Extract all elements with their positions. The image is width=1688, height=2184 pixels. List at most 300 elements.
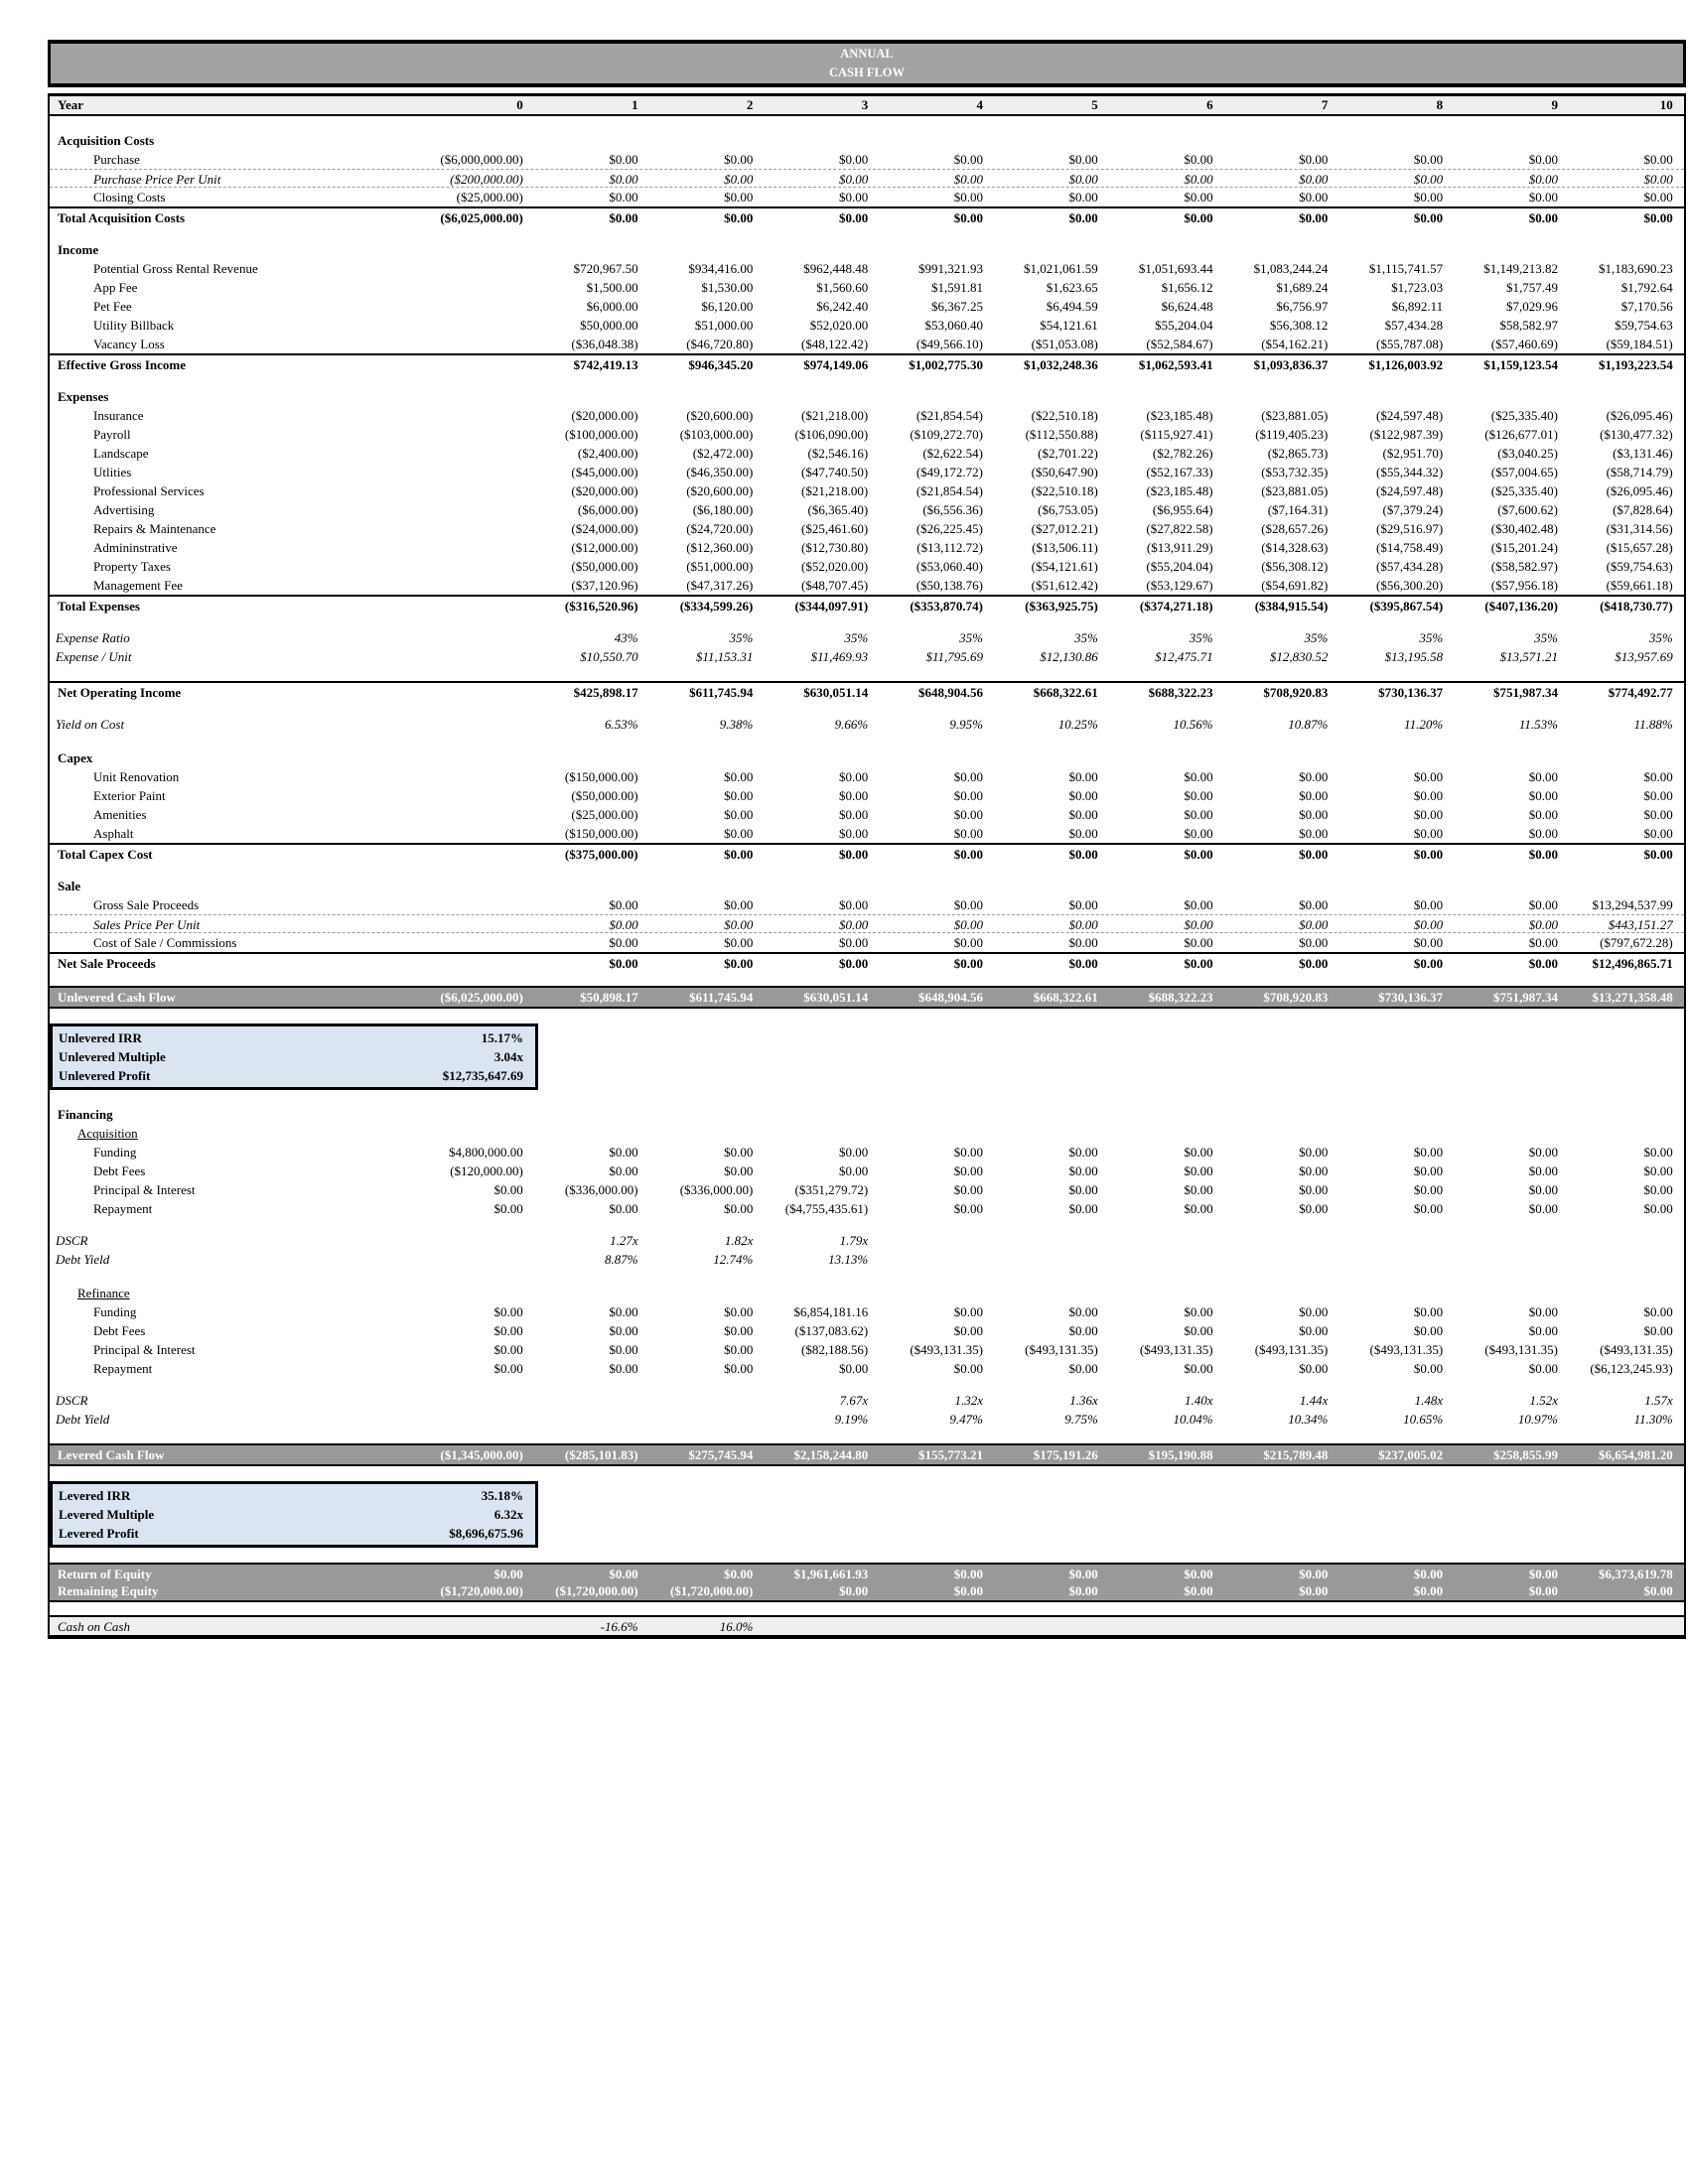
principal-interest-acquisition-y0: $0.00 <box>493 1182 523 1197</box>
amenities-y10: $0.00 <box>1643 807 1673 822</box>
pet-fee-y3: $6,242.40 <box>816 299 869 314</box>
debt-yield-refinance-y1 <box>530 1410 645 1429</box>
row-exterior-paint <box>50 786 1684 805</box>
total-capex-cost-y0 <box>415 845 530 862</box>
principal-interest-refinance-y4: ($493,131.35) <box>910 1342 983 1357</box>
insurance-y1: ($20,000.00) <box>571 408 638 423</box>
net-operating-income-y3: $630,051.14 <box>803 685 869 700</box>
funding-acquisition-y8: $0.00 <box>1413 1145 1444 1160</box>
utility-billback-y5: $54,121.61 <box>1040 318 1098 333</box>
utlities-y8: ($55,344.32) <box>1376 465 1444 479</box>
admininstrative-y4: ($13,112.72) <box>916 540 983 555</box>
net-sale-proceeds-y3: $0.00 <box>838 956 869 971</box>
debt-fees-acquisition-y1: $0.00 <box>609 1163 638 1178</box>
sales-price-per-unit-y10: $443,151.27 <box>1608 917 1673 932</box>
year-header-y6: 6 <box>1206 97 1213 112</box>
expense-ratio-y1: 43% <box>614 630 638 645</box>
row-unlevered-cash-flow <box>50 986 1684 1009</box>
debt-fees-refinance-y0: $0.00 <box>493 1323 523 1338</box>
year-header-y4: 4 <box>976 97 983 112</box>
potential-gross-rental-revenue-y5: $1,021,061.59 <box>1024 261 1098 276</box>
label-asphalt: Asphalt <box>93 826 134 841</box>
unlevered-summary <box>50 1024 538 1090</box>
landscape-y1: ($2,400.00) <box>577 446 638 461</box>
unit-renovation-y9: $0.00 <box>1528 769 1558 784</box>
management-fee-y3: ($48,707.45) <box>801 578 869 593</box>
repayment-refinance-y9: $0.00 <box>1528 1361 1558 1376</box>
debt-fees-refinance-y3: ($137,083.62) <box>794 1323 869 1338</box>
cost-of-sale-commissions-y9: $0.00 <box>1528 935 1558 950</box>
row-debt-fees-refinance <box>50 1321 1684 1340</box>
property-taxes-y3: ($52,020.00) <box>801 559 869 574</box>
debt-yield-refinance-y6: 10.04% <box>1173 1412 1213 1427</box>
closing-costs-y2: $0.00 <box>724 190 754 205</box>
repairs-maintenance-y3: ($25,461.60) <box>801 521 869 536</box>
total-acquisition-costs-y7: $0.00 <box>1299 210 1329 225</box>
utility-billback-y10: $59,754.63 <box>1615 318 1673 333</box>
row-funding-acquisition <box>50 1143 1684 1161</box>
purchase-y2: $0.00 <box>724 152 754 167</box>
admininstrative-y5: ($13,506.11) <box>1032 540 1098 555</box>
repayment-refinance-y1: $0.00 <box>609 1361 638 1376</box>
remaining-equity-y9: $0.00 <box>1528 1583 1558 1598</box>
closing-costs-y5: $0.00 <box>1068 190 1098 205</box>
yield-on-cost-y10: 11.88% <box>1633 717 1673 732</box>
debt-fees-refinance-y7: $0.00 <box>1299 1323 1329 1338</box>
return-of-equity-y9: $0.00 <box>1528 1567 1558 1581</box>
professional-services-y8: ($24,597.48) <box>1376 483 1444 498</box>
closing-costs-y0: ($25,000.00) <box>456 190 523 205</box>
levered-summary <box>50 1481 538 1548</box>
purchase-y4: $0.00 <box>953 152 983 167</box>
year-header-y3: 3 <box>861 97 869 112</box>
gross-sale-proceeds-y5: $0.00 <box>1068 897 1098 912</box>
expense-per-unit-y9: $13,571.21 <box>1499 649 1558 664</box>
purchase-price-per-unit-y4: $0.00 <box>953 172 983 187</box>
advertising-y0 <box>415 500 530 519</box>
utlities-y3: ($47,740.50) <box>801 465 869 479</box>
amenities-y9: $0.00 <box>1528 807 1558 822</box>
label-professional-services: Professional Services <box>93 483 205 498</box>
landscape-y8: ($2,951.70) <box>1382 446 1444 461</box>
debt-fees-acquisition-y10: $0.00 <box>1643 1163 1673 1178</box>
dscr-refinance-y9: 1.52x <box>1529 1393 1558 1408</box>
advertising-y10: ($7,828.64) <box>1613 502 1673 517</box>
purchase-price-per-unit-y0: ($200,000.00) <box>450 172 523 187</box>
funding-refinance-y7: $0.00 <box>1299 1304 1329 1319</box>
pet-fee-y1: $6,000.00 <box>586 299 638 314</box>
sales-price-per-unit-y6: $0.00 <box>1184 917 1213 932</box>
funding-acquisition-y6: $0.00 <box>1184 1145 1213 1160</box>
unlevered-cash-flow-y1: $50,898.17 <box>580 990 638 1005</box>
app-fee-y4: $1,591.81 <box>930 280 983 295</box>
funding-refinance-y2: $0.00 <box>724 1304 754 1319</box>
pet-fee-y0 <box>415 297 530 316</box>
row-closing-costs <box>50 188 1684 206</box>
vacancy-loss-y2: ($46,720.80) <box>686 337 754 351</box>
utility-billback-y4: $53,060.40 <box>924 318 983 333</box>
repayment-acquisition-y0: $0.00 <box>493 1201 523 1216</box>
vacancy-loss-y8: ($55,787.08) <box>1376 337 1444 351</box>
report-title-line2: CASH FLOW <box>828 66 906 79</box>
sales-price-per-unit-y9: $0.00 <box>1528 917 1558 932</box>
purchase-price-per-unit-y5: $0.00 <box>1068 172 1098 187</box>
utility-billback-y1: $50,000.00 <box>580 318 638 333</box>
management-fee-y1: ($37,120.96) <box>571 578 638 593</box>
unlevered-summary-value-1: 3.04x <box>493 1049 523 1064</box>
expense-per-unit-y5: $12,130.86 <box>1040 649 1098 664</box>
debt-fees-refinance-y9: $0.00 <box>1528 1323 1558 1338</box>
app-fee-y2: $1,530.00 <box>701 280 754 295</box>
expense-per-unit-y6: $12,475.71 <box>1155 649 1213 664</box>
yield-on-cost-y7: 10.87% <box>1288 717 1329 732</box>
principal-interest-acquisition-y10: $0.00 <box>1643 1182 1673 1197</box>
label-funding-acquisition: Funding <box>93 1145 137 1160</box>
row-return-of-equity <box>50 1563 1684 1582</box>
purchase-y8: $0.00 <box>1413 152 1444 167</box>
effective-gross-income-y4: $1,002,775.30 <box>909 357 983 372</box>
row-principal-interest-acquisition <box>50 1180 1684 1199</box>
asphalt-y9: $0.00 <box>1528 826 1558 841</box>
row-capex <box>50 749 1684 767</box>
unlevered-cash-flow-y0: ($6,025,000.00) <box>440 990 523 1005</box>
debt-yield-acquisition-y9 <box>1450 1250 1565 1269</box>
expense-ratio-y7: 35% <box>1304 630 1329 645</box>
payroll-y4: ($109,272.70) <box>910 427 983 442</box>
expense-ratio-y3: 35% <box>844 630 869 645</box>
label-unit-renovation: Unit Renovation <box>93 769 180 784</box>
insurance-y8: ($24,597.48) <box>1376 408 1444 423</box>
expense-ratio-y5: 35% <box>1073 630 1098 645</box>
return-of-equity-y3: $1,961,661.93 <box>793 1567 869 1581</box>
funding-acquisition-y7: $0.00 <box>1299 1145 1329 1160</box>
admininstrative-y6: ($13,911.29) <box>1146 540 1213 555</box>
yield-on-cost-y0 <box>415 715 530 734</box>
principal-interest-acquisition-y9: $0.00 <box>1528 1182 1558 1197</box>
total-expenses-y9: ($407,136.20) <box>1484 599 1558 614</box>
purchase-y6: $0.00 <box>1184 152 1213 167</box>
repayment-acquisition-y10: $0.00 <box>1643 1201 1673 1216</box>
label-exterior-paint: Exterior Paint <box>93 788 166 803</box>
spacer-row <box>50 1602 1684 1615</box>
purchase-y3: $0.00 <box>838 152 869 167</box>
spacer-row <box>50 1269 1684 1284</box>
potential-gross-rental-revenue-y9: $1,149,213.82 <box>1483 261 1558 276</box>
vacancy-loss-y10: ($59,184.51) <box>1606 337 1673 351</box>
property-taxes-y8: ($57,434.28) <box>1376 559 1444 574</box>
cost-of-sale-commissions-y5: $0.00 <box>1068 935 1098 950</box>
unit-renovation-y3: $0.00 <box>838 769 869 784</box>
yield-on-cost-y1: 6.53% <box>605 717 638 732</box>
cash-on-cash-y0 <box>415 1617 530 1635</box>
professional-services-y4: ($21,854.54) <box>915 483 983 498</box>
total-acquisition-costs-y9: $0.00 <box>1528 210 1558 225</box>
total-expenses-y3: ($344,097.91) <box>794 599 869 614</box>
unlevered-cash-flow-y8: $730,136.37 <box>1378 990 1444 1005</box>
label-sale: Sale <box>58 879 81 893</box>
expense-ratio-y10: 35% <box>1648 630 1673 645</box>
net-operating-income-y0 <box>415 683 530 700</box>
admininstrative-y10: ($15,657.28) <box>1606 540 1673 555</box>
potential-gross-rental-revenue-y3: $962,448.48 <box>803 261 869 276</box>
cash-on-cash-y8 <box>1335 1617 1450 1635</box>
amenities-y3: $0.00 <box>838 807 869 822</box>
pet-fee-y4: $6,367.25 <box>930 299 983 314</box>
funding-refinance-y8: $0.00 <box>1413 1304 1444 1319</box>
remaining-equity-y6: $0.00 <box>1184 1583 1213 1598</box>
row-expense-ratio <box>50 628 1684 647</box>
debt-fees-acquisition-y0: ($120,000.00) <box>450 1163 523 1178</box>
landscape-y7: ($2,865.73) <box>1267 446 1329 461</box>
unlevered-cash-flow-y6: $688,322.23 <box>1148 990 1213 1005</box>
app-fee-y10: $1,792.64 <box>1620 280 1673 295</box>
expense-ratio-y2: 35% <box>729 630 754 645</box>
repayment-acquisition-y6: $0.00 <box>1184 1201 1213 1216</box>
return-of-equity-y6: $0.00 <box>1184 1567 1213 1581</box>
purchase-price-per-unit-y3: $0.00 <box>838 172 869 187</box>
purchase-y10: $0.00 <box>1643 152 1673 167</box>
row-total-capex-cost <box>50 843 1684 862</box>
potential-gross-rental-revenue-y2: $934,416.00 <box>688 261 754 276</box>
vacancy-loss-y6: ($52,584.67) <box>1146 337 1213 351</box>
gross-sale-proceeds-y6: $0.00 <box>1184 897 1213 912</box>
net-operating-income-y6: $688,322.23 <box>1148 685 1213 700</box>
total-capex-cost-y3: $0.00 <box>838 847 869 862</box>
management-fee-y6: ($53,129.67) <box>1146 578 1213 593</box>
spacer-row <box>50 1466 1684 1481</box>
gross-sale-proceeds-y0 <box>415 895 530 914</box>
net-sale-proceeds-y0 <box>415 954 530 971</box>
debt-yield-refinance-y3: 9.19% <box>834 1412 869 1427</box>
funding-refinance-y6: $0.00 <box>1184 1304 1213 1319</box>
levered-cash-flow-y0: ($1,345,000.00) <box>440 1447 523 1462</box>
spacer-row <box>50 116 1684 131</box>
expense-per-unit-y10: $13,957.69 <box>1615 649 1673 664</box>
dscr-acquisition-y8 <box>1335 1231 1450 1250</box>
levered-summary-value-1: 6.32x <box>493 1507 523 1522</box>
total-acquisition-costs-y6: $0.00 <box>1184 210 1213 225</box>
closing-costs-y8: $0.00 <box>1413 190 1444 205</box>
label-expenses: Expenses <box>58 389 109 404</box>
levered-summary-value-2: $8,696,675.96 <box>449 1526 523 1541</box>
funding-refinance-y1: $0.00 <box>609 1304 638 1319</box>
app-fee-y5: $1,623.65 <box>1046 280 1098 295</box>
label-capex: Capex <box>58 751 93 765</box>
row-payroll <box>50 425 1684 444</box>
amenities-y5: $0.00 <box>1068 807 1098 822</box>
label-payroll: Payroll <box>93 427 131 442</box>
label-yield-on-cost: Yield on Cost <box>56 717 125 732</box>
total-capex-cost-y7: $0.00 <box>1299 847 1329 862</box>
debt-yield-acquisition-y10 <box>1565 1250 1680 1269</box>
row-purchase-price-per-unit <box>50 169 1684 188</box>
utlities-y7: ($53,732.35) <box>1261 465 1329 479</box>
funding-acquisition-y2: $0.00 <box>724 1145 754 1160</box>
utility-billback-y9: $58,582.97 <box>1499 318 1558 333</box>
vacancy-loss-y3: ($48,122.42) <box>801 337 869 351</box>
utlities-y2: ($46,350.00) <box>686 465 754 479</box>
cost-of-sale-commissions-y0 <box>415 933 530 952</box>
remaining-equity-y10: $0.00 <box>1643 1583 1673 1598</box>
exterior-paint-y10: $0.00 <box>1643 788 1673 803</box>
insurance-y7: ($23,881.05) <box>1261 408 1329 423</box>
pet-fee-y8: $6,892.11 <box>1391 299 1444 314</box>
payroll-y7: ($119,405.23) <box>1255 427 1329 442</box>
dscr-acquisition-y10 <box>1565 1231 1680 1250</box>
repairs-maintenance-y2: ($24,720.00) <box>686 521 754 536</box>
insurance-y2: ($20,600.00) <box>686 408 754 423</box>
app-fee-y1: $1,500.00 <box>586 280 638 295</box>
funding-refinance-y10: $0.00 <box>1643 1304 1673 1319</box>
row-acquisition <box>50 1124 1684 1143</box>
app-fee-y3: $1,560.60 <box>816 280 869 295</box>
spacer-row <box>50 734 1684 749</box>
yield-on-cost-y9: 11.53% <box>1518 717 1558 732</box>
repairs-maintenance-y8: ($29,516.97) <box>1376 521 1444 536</box>
debt-fees-acquisition-y9: $0.00 <box>1528 1163 1558 1178</box>
row-income <box>50 240 1684 259</box>
effective-gross-income-y9: $1,159,123.54 <box>1483 357 1558 372</box>
unit-renovation-y6: $0.00 <box>1184 769 1213 784</box>
label-debt-yield-acquisition: Debt Yield <box>56 1252 110 1267</box>
expense-ratio-y8: 35% <box>1419 630 1444 645</box>
funding-acquisition-y0: $4,800,000.00 <box>449 1145 523 1160</box>
debt-fees-refinance-y5: $0.00 <box>1068 1323 1098 1338</box>
asphalt-y0 <box>415 824 530 843</box>
remaining-equity-y7: $0.00 <box>1299 1583 1329 1598</box>
landscape-y0 <box>415 444 530 463</box>
effective-gross-income-y10: $1,193,223.54 <box>1599 357 1673 372</box>
repayment-refinance-y5: $0.00 <box>1068 1361 1098 1376</box>
label-debt-fees-acquisition: Debt Fees <box>93 1163 146 1178</box>
total-acquisition-costs-y10: $0.00 <box>1643 210 1673 225</box>
label-text-refinance: Refinance <box>77 1286 130 1300</box>
label-pet-fee: Pet Fee <box>93 299 132 314</box>
professional-services-y0 <box>415 481 530 500</box>
cash-flow-table <box>48 93 1686 1639</box>
app-fee-y7: $1,689.24 <box>1276 280 1329 295</box>
purchase-price-per-unit-y2: $0.00 <box>724 172 754 187</box>
repayment-acquisition-y9: $0.00 <box>1528 1201 1558 1216</box>
repairs-maintenance-y7: ($28,657.26) <box>1261 521 1329 536</box>
label-expense-ratio: Expense Ratio <box>56 630 130 645</box>
vacancy-loss-y4: ($49,566.10) <box>915 337 983 351</box>
levered-cash-flow-y4: $155,773.21 <box>917 1447 983 1462</box>
cost-of-sale-commissions-y1: $0.00 <box>609 935 638 950</box>
total-expenses-y0 <box>415 597 530 614</box>
unlevered-summary-value-0: 15.17% <box>481 1030 523 1045</box>
principal-interest-refinance-y7: ($493,131.35) <box>1254 1342 1329 1357</box>
unlevered-cash-flow-y4: $648,904.56 <box>917 990 983 1005</box>
cost-of-sale-commissions-y7: $0.00 <box>1299 935 1329 950</box>
pet-fee-y6: $6,624.48 <box>1161 299 1213 314</box>
row-utlities <box>50 463 1684 481</box>
property-taxes-y5: ($54,121.61) <box>1031 559 1098 574</box>
row-funding-refinance <box>50 1302 1684 1321</box>
professional-services-y6: ($23,185.48) <box>1146 483 1213 498</box>
debt-yield-refinance-y0 <box>415 1410 530 1429</box>
professional-services-y3: ($21,218.00) <box>801 483 869 498</box>
return-of-equity-y8: $0.00 <box>1413 1567 1444 1581</box>
row-net-operating-income <box>50 681 1684 700</box>
label-closing-costs: Closing Costs <box>93 190 166 205</box>
utility-billback-y0 <box>415 316 530 335</box>
return-of-equity-y7: $0.00 <box>1299 1567 1329 1581</box>
landscape-y2: ($2,472.00) <box>692 446 754 461</box>
repairs-maintenance-y0 <box>415 519 530 538</box>
yield-on-cost-y3: 9.66% <box>834 717 869 732</box>
closing-costs-y1: $0.00 <box>609 190 638 205</box>
debt-yield-refinance-y9: 10.97% <box>1517 1412 1558 1427</box>
row-acquisition-costs <box>50 131 1684 150</box>
exterior-paint-y6: $0.00 <box>1184 788 1213 803</box>
remaining-equity-y4: $0.00 <box>953 1583 983 1598</box>
repayment-acquisition-y3: ($4,755,435.61) <box>784 1201 869 1216</box>
unlevered-summary-label-0: Unlevered IRR <box>59 1030 142 1045</box>
unlevered-cash-flow-y7: $708,920.83 <box>1263 990 1329 1005</box>
landscape-y3: ($2,546.16) <box>807 446 869 461</box>
insurance-y4: ($21,854.54) <box>915 408 983 423</box>
year-header-row <box>50 93 1684 116</box>
year-header-y10: 10 <box>1659 97 1673 112</box>
cash-on-cash-y7 <box>1220 1617 1336 1635</box>
label-unlevered-cash-flow: Unlevered Cash Flow <box>58 990 176 1005</box>
funding-refinance-y9: $0.00 <box>1528 1304 1558 1319</box>
management-fee-y4: ($50,138.76) <box>915 578 983 593</box>
levered-summary-label-0: Levered IRR <box>59 1488 131 1503</box>
payroll-y2: ($103,000.00) <box>679 427 754 442</box>
effective-gross-income-y7: $1,093,836.37 <box>1253 357 1329 372</box>
property-taxes-y10: ($59,754.63) <box>1606 559 1673 574</box>
payroll-y10: ($130,477.32) <box>1600 427 1673 442</box>
total-expenses-y8: ($395,867.54) <box>1369 599 1444 614</box>
spacer-row <box>50 225 1684 240</box>
net-sale-proceeds-y6: $0.00 <box>1184 956 1213 971</box>
row-expenses <box>50 387 1684 406</box>
net-sale-proceeds-y7: $0.00 <box>1299 956 1329 971</box>
management-fee-y5: ($51,612.42) <box>1031 578 1098 593</box>
row-remaining-equity <box>50 1582 1684 1602</box>
gross-sale-proceeds-y1: $0.00 <box>609 897 638 912</box>
unit-renovation-y10: $0.00 <box>1643 769 1673 784</box>
label-utlities: Utlities <box>93 465 132 479</box>
net-operating-income-y10: $774,492.77 <box>1608 685 1673 700</box>
debt-yield-acquisition-y8 <box>1335 1250 1450 1269</box>
row-amenities <box>50 805 1684 824</box>
debt-yield-acquisition-y7 <box>1220 1250 1336 1269</box>
row-total-acquisition-costs <box>50 206 1684 225</box>
dscr-refinance-y3: 7.67x <box>839 1393 869 1408</box>
row-vacancy-loss <box>50 335 1684 353</box>
label-expense-per-unit: Expense / Unit <box>56 649 132 664</box>
gross-sale-proceeds-y9: $0.00 <box>1528 897 1558 912</box>
spacer-row <box>50 700 1684 715</box>
amenities-y7: $0.00 <box>1299 807 1329 822</box>
expense-per-unit-y8: $13,195.58 <box>1384 649 1444 664</box>
potential-gross-rental-revenue-y1: $720,967.50 <box>573 261 638 276</box>
debt-yield-acquisition-y6 <box>1105 1250 1220 1269</box>
year-header-label: Year <box>58 97 83 112</box>
net-operating-income-y2: $611,745.94 <box>689 685 754 700</box>
effective-gross-income-y1: $742,419.13 <box>573 357 638 372</box>
repayment-refinance-y8: $0.00 <box>1413 1361 1444 1376</box>
insurance-y5: ($22,510.18) <box>1031 408 1098 423</box>
label-financing: Financing <box>58 1107 113 1122</box>
row-expense-per-unit <box>50 647 1684 666</box>
principal-interest-acquisition-y5: $0.00 <box>1068 1182 1098 1197</box>
professional-services-y10: ($26,095.46) <box>1606 483 1673 498</box>
gross-sale-proceeds-y4: $0.00 <box>953 897 983 912</box>
